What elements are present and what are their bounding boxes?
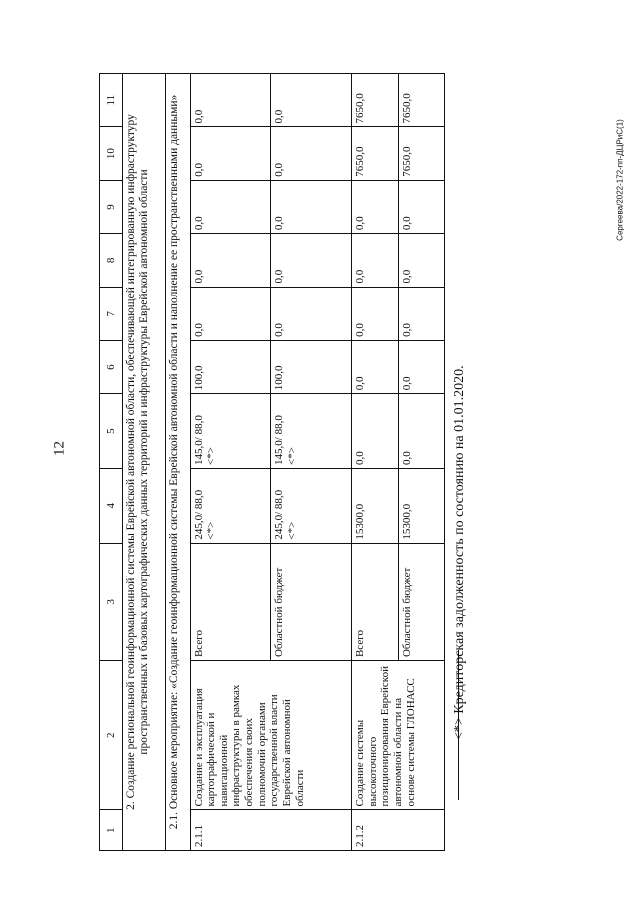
value-cell: 145,0/ 88,0 <*> [271,394,352,469]
value-cell: 0,0 [352,394,398,469]
value-cell: 15300,0 [352,468,398,543]
page-number: 12 [51,441,68,456]
value-cell: 0,0 [398,234,444,287]
footnote: <*> Кредиторская задолженность по состоянию на 01.01.2020. [452,365,467,740]
funding-source: Областной бюджет [271,543,352,660]
value-cell: 7650,0 [352,127,398,180]
value-cell: 0,0 [352,287,398,340]
col-header: 2 [100,661,123,810]
value-cell: 0,0 [271,234,352,287]
budget-table [99,73,445,851]
funding-source: Областной бюджет [398,543,444,660]
section-row [123,74,166,851]
value-cell: 145,0/ 88,0 <*> [190,394,271,469]
col-header: 1 [100,810,123,851]
value-cell: 100,0 [271,340,352,393]
value-cell: 0,0 [352,234,398,287]
col-header: 11 [100,74,123,127]
value-cell: 0,0 [271,180,352,233]
value-cell: 0,0 [190,287,271,340]
row-name: Создание и эксплуатация картографической и навигационной инфраструктуры в рамках обеспечения своих полномочий органами государственной власти Еврейской автономной области [190,661,352,810]
value-cell: 0,0 [190,234,271,287]
subsection-row [165,74,190,851]
funding-source: Всего [352,543,398,660]
row-number: 2.1.1 [190,810,352,851]
value-cell: 0,0 [271,287,352,340]
value-cell: 0,0 [271,74,352,127]
value-cell: 0,0 [352,180,398,233]
value-cell: 0,0 [352,340,398,393]
table-row [352,74,398,851]
section-title: 2. Создание региональной геоинформационной системы Еврейской автономной области, обеспечивающей интегрированную инфраструктуру пространственных и базовых картографических данных территорий и инфраструктуры Еврейской автономной области [123,74,166,851]
value-cell: 0,0 [190,127,271,180]
value-cell: 15300,0 [398,468,444,543]
col-header: 9 [100,180,123,233]
col-header: 3 [100,543,123,660]
value-cell: 0,0 [398,287,444,340]
value-cell: 7650,0 [352,74,398,127]
document-side-label: Сергеева/2022-172-пп-ДЦРиС(1) [615,119,625,241]
subsection-title: 2.1. Основное мероприятие: «Создание геоинформационной системы Еврейской автономной области и наполнение ее пространственными данными» [165,74,190,851]
table-row [190,74,271,851]
value-cell: 0,0 [398,394,444,469]
col-header: 5 [100,394,123,469]
col-header: 7 [100,287,123,340]
col-header: 10 [100,127,123,180]
value-cell: 245,0/ 88,0 <*> [190,468,271,543]
value-cell: 0,0 [398,180,444,233]
value-cell: 100,0 [190,340,271,393]
value-cell: 0,0 [398,340,444,393]
value-cell: 0,0 [271,127,352,180]
funding-source: Всего [190,543,271,660]
budget-table-container [99,73,445,851]
value-cell: 0,0 [190,180,271,233]
value-cell: 245,0/ 88,0 <*> [271,468,352,543]
value-cell: 7650,0 [398,74,444,127]
table-header-row [100,74,123,851]
row-number: 2.1.2 [352,810,445,851]
value-cell: 0,0 [190,74,271,127]
col-header: 4 [100,468,123,543]
row-name: Создание системы высокоточного позиционирования Еврейской автономной области на основе системы ГЛОНАСС [352,661,445,810]
col-header: 8 [100,234,123,287]
col-header: 6 [100,340,123,393]
value-cell: 7650,0 [398,127,444,180]
